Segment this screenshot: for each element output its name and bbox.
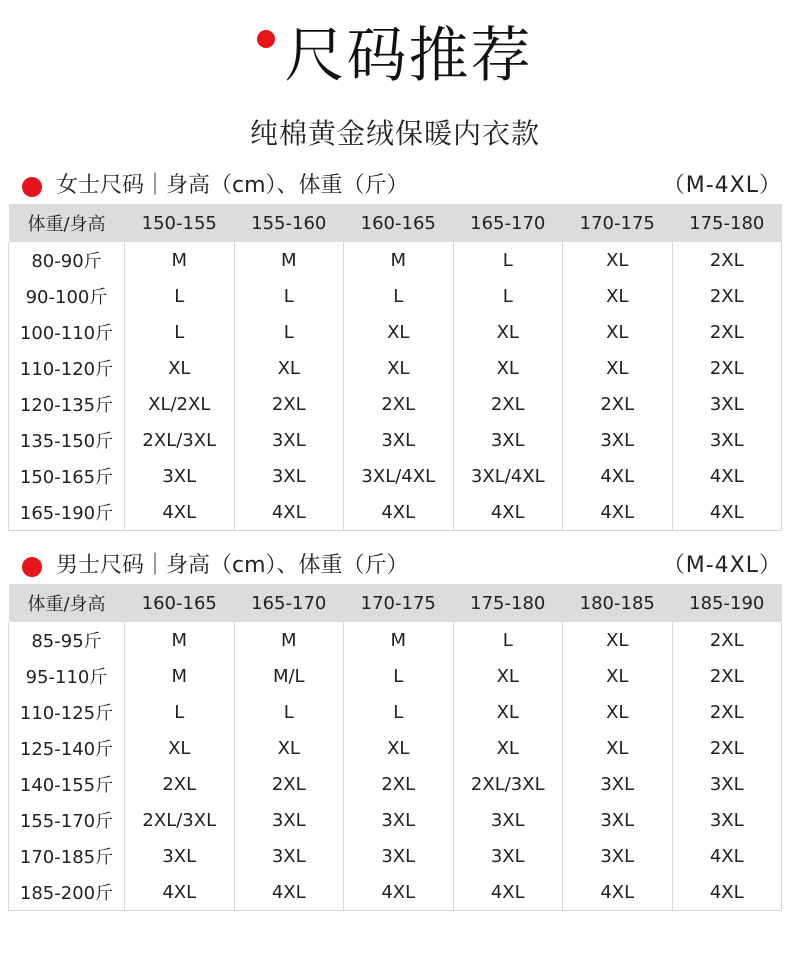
weight-cell: 165-190斤 [9,494,125,531]
size-cell: L [453,278,563,314]
weight-cell: 90-100斤 [9,278,125,314]
size-cell: 4XL [344,494,454,531]
men-size-section [8,548,782,911]
size-cell: 3XL [234,458,344,494]
size-cell: L [125,694,235,730]
table-row [9,766,782,802]
size-cell: 4XL [563,874,673,911]
size-cell: 2XL [672,622,782,658]
size-cell: XL [563,658,673,694]
table-row [9,278,782,314]
column-header-height: 175-180 [453,584,563,622]
size-cell: 2XL [672,694,782,730]
weight-cell: 150-165斤 [9,458,125,494]
size-cell: 2XL [672,314,782,350]
size-cell: L [344,694,454,730]
size-cell: 2XL [672,278,782,314]
table-row [9,874,782,911]
women-size-range: （M-4XL） [662,173,782,198]
size-cell: L [234,694,344,730]
size-cell: 3XL [125,458,235,494]
size-cell: 4XL [234,494,344,531]
size-cell: XL [453,694,563,730]
column-header-corner: 体重/身高 [9,584,125,622]
size-cell: 2XL [672,242,782,278]
weight-cell: 85-95斤 [9,622,125,658]
size-cell: 3XL [453,838,563,874]
women-size-section [8,168,782,531]
size-cell: 2XL [672,730,782,766]
column-header-height: 160-165 [344,204,454,242]
red-dot-icon [257,30,275,48]
table-row [9,494,782,531]
size-cell: XL [344,350,454,386]
weight-cell: 140-155斤 [9,766,125,802]
page-title: 尺码推荐 [284,21,533,91]
size-cell: XL [344,314,454,350]
size-cell: M [344,242,454,278]
weight-cell: 95-110斤 [9,658,125,694]
size-cell: L [125,314,235,350]
weight-cell: 110-120斤 [9,350,125,386]
weight-cell: 170-185斤 [9,838,125,874]
column-header-height: 170-175 [563,204,673,242]
column-header-height: 180-185 [563,584,673,622]
size-cell: 3XL [563,766,673,802]
size-cell: 2XL [672,350,782,386]
table-row [9,802,782,838]
size-cell: 2XL/3XL [125,422,235,458]
size-cell: 3XL [344,838,454,874]
size-cell: M/L [234,658,344,694]
size-cell: 3XL [234,802,344,838]
size-cell: XL [563,314,673,350]
size-cell: XL [453,658,563,694]
size-cell: 4XL [125,494,235,531]
table-row [9,622,782,658]
size-cell: 3XL [453,802,563,838]
column-header-corner: 体重/身高 [9,204,125,242]
size-cell: 2XL [234,766,344,802]
weight-cell: 135-150斤 [9,422,125,458]
size-cell: XL [563,350,673,386]
weight-cell: 80-90斤 [9,242,125,278]
size-cell: L [344,278,454,314]
size-cell: 3XL [344,422,454,458]
size-cell: 2XL/3XL [125,802,235,838]
weight-cell: 100-110斤 [9,314,125,350]
size-cell: 3XL [563,422,673,458]
size-cell: M [234,622,344,658]
men-size-table [8,584,782,911]
size-cell: 4XL [672,458,782,494]
size-cell: 2XL [672,658,782,694]
size-cell: 2XL [344,386,454,422]
table-row [9,422,782,458]
size-cell: 4XL [563,458,673,494]
size-cell: 2XL [453,386,563,422]
size-cell: 3XL [563,802,673,838]
size-cell: XL [234,730,344,766]
size-cell: M [125,622,235,658]
table-row [9,730,782,766]
column-header-height: 160-165 [125,584,235,622]
table-row [9,386,782,422]
size-cell: 4XL [672,838,782,874]
size-cell: 3XL [672,802,782,838]
size-cell: XL/2XL [125,386,235,422]
size-cell: 4XL [453,874,563,911]
size-cell: XL [125,350,235,386]
size-cell: 3XL [563,838,673,874]
size-cell: XL [563,622,673,658]
men-section-title: 男士尺码｜身高（cm）、体重（斤） [56,553,409,578]
size-cell: 4XL [563,494,673,531]
size-cell: XL [563,242,673,278]
size-cell: 3XL/4XL [453,458,563,494]
men-size-range: （M-4XL） [662,553,782,578]
weight-cell: 185-200斤 [9,874,125,911]
size-cell: 3XL [672,422,782,458]
size-cell: 3XL [125,838,235,874]
women-size-table [8,204,782,531]
size-cell: XL [234,350,344,386]
size-cell: L [344,658,454,694]
size-cell: 2XL [344,766,454,802]
column-header-height: 150-155 [125,204,235,242]
men-section-header [8,548,782,584]
women-section-title: 女士尺码｜身高（cm）、体重（斤） [56,173,409,198]
table-header-row [9,584,782,622]
size-cell: XL [453,350,563,386]
size-cell: 3XL [234,422,344,458]
weight-cell: 120-135斤 [9,386,125,422]
size-cell: 4XL [344,874,454,911]
size-cell: L [234,314,344,350]
size-cell: L [453,622,563,658]
table-row [9,314,782,350]
size-cell: M [344,622,454,658]
size-cell: M [125,242,235,278]
page-header [0,18,790,94]
size-cell: L [125,278,235,314]
red-dot-icon [22,177,42,197]
size-cell: XL [125,730,235,766]
size-cell: 2XL/3XL [453,766,563,802]
size-cell: 2XL [563,386,673,422]
size-cell: 3XL/4XL [344,458,454,494]
size-cell: XL [563,278,673,314]
size-cell: XL [453,314,563,350]
table-row [9,658,782,694]
column-header-height: 165-170 [453,204,563,242]
weight-cell: 125-140斤 [9,730,125,766]
women-section-header [8,168,782,204]
column-header-height: 185-190 [672,584,782,622]
size-cell: M [234,242,344,278]
size-cell: 3XL [344,802,454,838]
page-subtitle: 纯棉黄金绒保暖内衣款 [249,117,540,150]
red-dot-icon [22,557,42,577]
table-row [9,350,782,386]
size-cell: 4XL [453,494,563,531]
size-cell: 3XL [672,766,782,802]
size-cell: XL [563,730,673,766]
table-row [9,242,782,278]
size-cell: 2XL [125,766,235,802]
size-cell: 3XL [672,386,782,422]
column-header-height: 175-180 [672,204,782,242]
size-cell: 4XL [672,494,782,531]
weight-cell: 155-170斤 [9,802,125,838]
size-cell: XL [344,730,454,766]
size-cell: XL [563,694,673,730]
weight-cell: 110-125斤 [9,694,125,730]
table-row [9,838,782,874]
column-header-height: 170-175 [344,584,454,622]
table-header-row [9,204,782,242]
size-cell: 3XL [453,422,563,458]
size-cell: XL [453,730,563,766]
column-header-height: 155-160 [234,204,344,242]
size-cell: 3XL [234,838,344,874]
size-cell: 2XL [234,386,344,422]
table-row [9,458,782,494]
size-cell: L [453,242,563,278]
size-cell: 4XL [234,874,344,911]
size-cell: 4XL [672,874,782,911]
size-cell: L [234,278,344,314]
column-header-height: 165-170 [234,584,344,622]
size-cell: 4XL [125,874,235,911]
table-row [9,694,782,730]
size-cell: M [125,658,235,694]
